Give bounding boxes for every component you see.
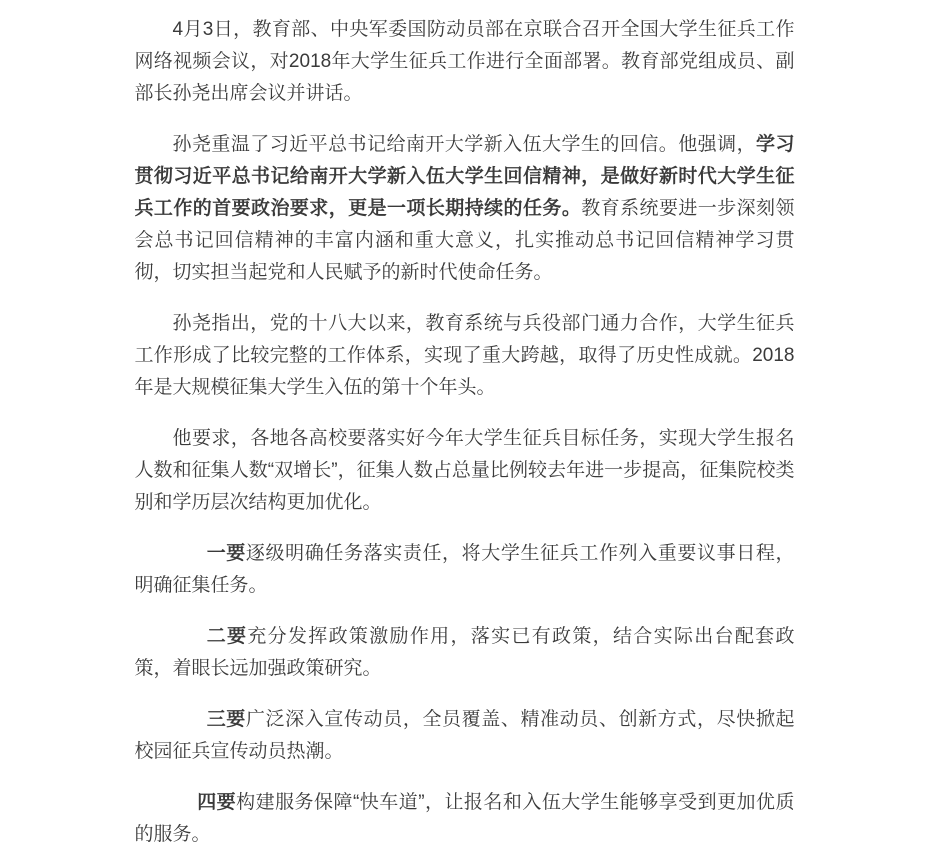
text-segment: 充分发挥政策激励作用，落实已有政策，结合实际出台配套政策，着眼长远加强政策研究。	[134, 626, 795, 679]
text-segment: 教育系统要进一步深刻领会总书记回信精神的丰富内涵和重大意义，扎实推动总书记回信精神学习贯彻，切实担当起党和人民赋予的新时代使命任务。	[134, 198, 795, 283]
text-segment: 4月3日，教育部、中央军委国防动员部在京联合召开全国大学生征兵工作网络视频会议，对2018年大学生征兵工作进行全面部署。教育部党组成员、副部长孙尧出席会议并讲话。	[134, 19, 795, 104]
paragraph-letter-spirit	[135, 129, 795, 289]
text-segment: 他要求，各地各高校要落实好今年大学生征兵目标任务，实现大学生报名人数和征集人数“双增长”，征集人数占总量比例较去年进一步提高，征集院校类别和学历层次结构更加优化。	[134, 428, 795, 513]
text-segment: 逐级明确任务落实责任，将大学生征兵工作列入重要议事日程，明确征集任务。	[134, 543, 795, 596]
text-segment: 孙尧重温了习近平总书记给南开大学新入伍大学生的回信。他强调，	[172, 134, 757, 155]
bold-text-segment: 四要	[197, 792, 237, 813]
list-item-2	[135, 621, 795, 685]
list-item-4	[135, 787, 795, 851]
bold-text-segment: 三要	[206, 709, 246, 730]
bold-text-segment: 学习贯彻习近平总书记给南开大学新入伍大学生回信精神，是做好新时代大学生征兵工作的首要政治要求，更是一项长期持续的任务。	[134, 134, 795, 219]
list-item-3	[135, 704, 795, 768]
text-segment: 孙尧指出，党的十八大以来，教育系统与兵役部门通力合作，大学生征兵工作形成了比较完整的工作体系，实现了重大跨越，取得了历史性成就。2018年是大规模征集大学生入伍的第十个年头。	[134, 313, 795, 398]
article-body	[135, 0, 795, 851]
text-segment: 构建服务保障“快车道”，让报名和入伍大学生能够享受到更加优质的服务。	[134, 792, 795, 845]
list-item-1	[135, 538, 795, 602]
text-segment: 广泛深入宣传动员，全员覆盖、精准动员、创新方式，尽快掀起校园征兵宣传动员热潮。	[134, 709, 795, 762]
paragraph-requirements	[135, 423, 795, 519]
paragraph-achievements	[135, 308, 795, 404]
paragraph-meeting-announcement	[135, 14, 795, 110]
bold-text-segment: 二要	[206, 626, 248, 647]
bold-text-segment: 一要	[206, 543, 246, 564]
